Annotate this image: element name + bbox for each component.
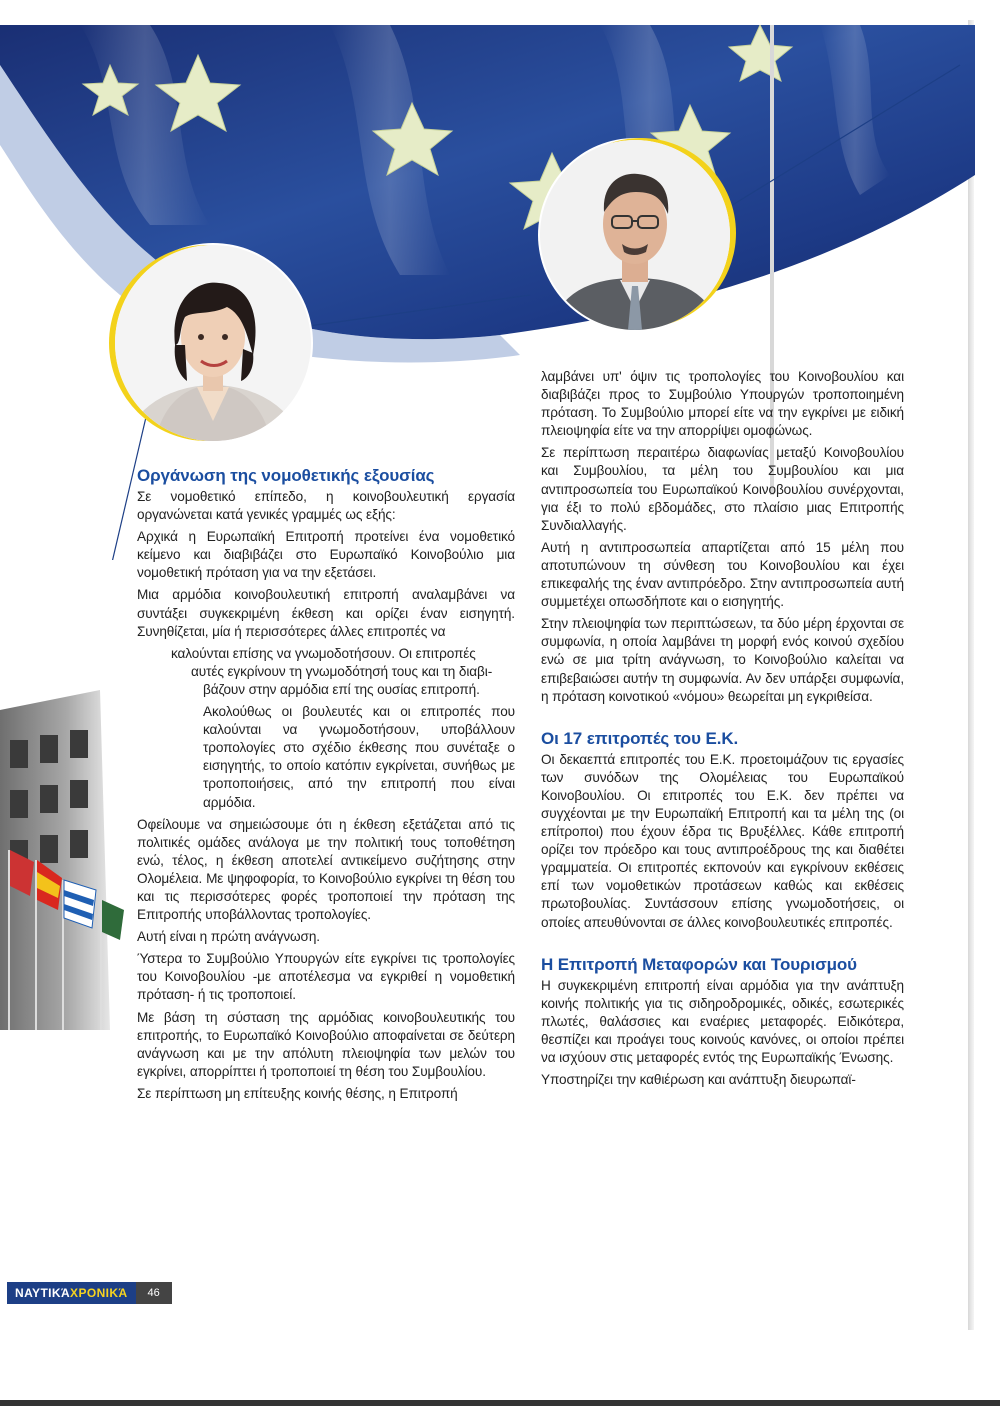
paragraph: Μια αρμόδια κοινοβουλευτική επιτροπή αναλαμβάνει να συντάξει συγκεκριμένη έκθεση και ορίζει έναν εισηγητή. Συνηθίζεται, μία ή περισσότερες άλλες επιτροπές να <box>137 587 515 639</box>
section-heading-committees: Οι 17 επιτροπές του Ε.Κ. <box>541 728 739 748</box>
paragraph: Υποστηρίζει την καθιέρωση και ανάπτυξη διευρωπαϊ- <box>541 1072 856 1088</box>
page-footer <box>7 1282 172 1304</box>
bottom-rule <box>0 1400 1000 1406</box>
paragraph: Οι δεκαεπτά επιτροπές του Ε.Κ. προετοιμάζουν τις εργασίες των συνόδων της Ολομέλειας του Ευρωπαϊκού Κοινοβουλίου. Οι επιτροπές του Ε.Κ. δεν πρέπει να συγχέονται με την Ευρωπαϊκή Επιτροπή και τα μέλη της (οι επίτροποι) που έχουν έδρα τις Βρυξέλλες. Κάθε επιτροπή ορίζει τον πρόεδρο και τους αντιπροέδρους της και διαθέτει γραμματεία. Οι επιτροπές εκπονούν και εγκρίνουν εκθέσεις επί των νομοθετικών προτάσεων καθώς και εκθέσεις πρωτοβουλίας. Συντάσσουν επίσης γνωμοδοτήσεις, οι οποίες απευθύνονται σε άλλες κοινοβουλευτικές επιτροπές. <box>541 751 904 930</box>
paragraph: Αυτή η αντιπροσωπεία απαρτίζεται από 15 μέλη που αποτυπώνουν τη σύνθεση του Κοινοβουλίου και έχει επικεφαλής της έναν αντιπρόεδρο. Στην αντιπροσωπεία αυτή συμμετέχει οπωσδήποτε και ο εισηγητής. <box>541 539 904 610</box>
paragraph: αυτές εγκρίνουν τη γνωμοδότησή τους και τη διαβι- <box>191 663 493 679</box>
paragraph: Οφείλουμε να σημειώσουμε ότι η έκθεση εξετάζεται από τις πολιτικές ομάδες ανάλογα με την πολιτική τους τοποθέτηση ενώ, τέλος, η έκθεση αποτελεί αντικείμενο συζήτησης στην Ολομέλεια. Με ψηφοφορία, το Κοινοβούλιο εγκρίνει τη θέση του και τις περισσότερες φορές τροποποιεί την πρόταση της Επιτροπής υποβάλλοντας τροπολογίες. <box>137 816 515 923</box>
paragraph: βάζουν στην αρμόδια επί της ουσίας επιτροπή. <box>203 681 480 697</box>
paragraph: Αρχικά η Ευρωπαϊκή Επιτροπή προτείνει ένα νομοθετικό κείμενο και διαβιβάζει στο Ευρωπαϊκό Κοινοβούλιο μια νομοθετική πρόταση για να την εξετάσει. <box>137 529 515 581</box>
paragraph: Ακολούθως οι βουλευτές και οι επιτροπές που καλούνται να γνωμοδοτήσουν, υποβάλλουν τροπολογίες στο σχέδιο έκθεσης που συνέταξε ο εισηγητής, το οποίο κατόπιν εγκρίνεται, συνήθως με τροποποιήσεις, από την επιτροπή που είναι αρμόδια. <box>203 704 515 810</box>
magazine-name-part1: ΝΑΥΤΙΚΆ <box>15 1286 71 1300</box>
paragraph: Ύστερα το Συμβούλιο Υπουργών είτε εγκρίνει τις τροπολογίες του Κοινοβουλίου -με αποτέλεσμα να εγκριθεί η νομοθετική πρόταση- ή τις τροποποιεί. <box>137 951 515 1003</box>
section-heading-legislative: Οργάνωση της νομοθετικής εξουσίας <box>137 466 435 485</box>
paragraph: Αυτή είναι η πρώτη ανάγνωση. <box>137 929 320 945</box>
magazine-name <box>7 1282 136 1304</box>
left-column <box>137 465 515 1107</box>
paragraph: Στην πλειοψηφία των περιπτώσεων, τα δύο μέρη έρχονται σε συμφωνία, η οποία λαμβάνει τη μορφή ενός κοινού σχεδίου ενώ σε μια τρίτη ανάγνωση, το Κοινοβούλιο καλείται να επιβεβαιώσει αυτήν τη συμφωνία. Αν δεν υπάρξει συμφωνία, η πρόταση κοινοτικού «νόμου» θεωρείται μη εγκριθείσα. <box>541 616 904 704</box>
paragraph: λαμβάνει υπ' όψιν τις τροπολογίες του Κοινοβουλίου και διαβιβάζει προς το Συμβούλιο Υπουργών τροποποιημένη πρόταση. Το Συμβούλιο μπορεί είτε να την εγκρίνει με ειδική πλειοψηφία είτε να την απορρίψει ομοφώνως. <box>541 369 904 439</box>
paragraph: Σε νομοθετικό επίπεδο, η κοινοβουλευτική εργασία οργανώνεται κατά γενικές γραμμές ως εξής: <box>137 489 515 523</box>
paragraph: Σε περίπτωση περαιτέρω διαφωνίας μεταξύ Κοινοβουλίου και Συμβουλίου, τα μέλη του Συμβουλίου και μια αντιπροσωπεία του Ευρωπαϊκού Κοινοβουλίου συνέρχονται, για έξι το πολύ εβδομάδες, στο πλαίσιο μιας Επιτροπής Συνδιαλλαγής. <box>541 445 904 533</box>
paragraph: Με βάση τη σύσταση της αρμόδιας κοινοβουλευτικής του επιτροπής, το Ευρωπαϊκό Κοινοβούλιο αποφαίνεται σε δεύτερη ανάγνωση και με την απόλυτη πλειοψηφία των μελών του εγκρίνει, απορρίπτει ή τροποποιεί τη θέση του Συμβουλίου. <box>137 1009 515 1079</box>
magazine-name-part2: ΧΡΟΝΙΚΆ <box>70 1286 128 1300</box>
paragraph: Η συγκεκριμένη επιτροπή είναι αρμόδια για την ανάπτυξη κοινής πολιτικής για τις σιδηροδρομικές, οδικές, εσωτερικές πλωτές, θαλάσσιες και εναέριες μεταφορές. Ειδικότερα, θεσπίζει και προάγει τους κοινούς κανόνες, οι οποίοι πρέπει να ισχύουν στις μεταφορές εντός της Ευρωπαϊκής Ένωσης. <box>541 977 904 1065</box>
page-number: 46 <box>136 1282 172 1304</box>
right-column <box>541 368 904 1093</box>
section-heading-transport: Η Επιτροπή Μεταφορών και Τουρισμού <box>541 954 857 974</box>
portrait-man <box>540 140 730 330</box>
paragraph: Σε περίπτωση μη επίτευξης κοινής θέσης, η Επιτροπή <box>137 1085 458 1101</box>
portrait-woman <box>115 245 311 441</box>
building-flags-photo <box>0 560 140 1030</box>
paragraph: καλούνται επίσης να γνωμοδοτήσουν. Οι επιτροπές <box>171 645 476 661</box>
